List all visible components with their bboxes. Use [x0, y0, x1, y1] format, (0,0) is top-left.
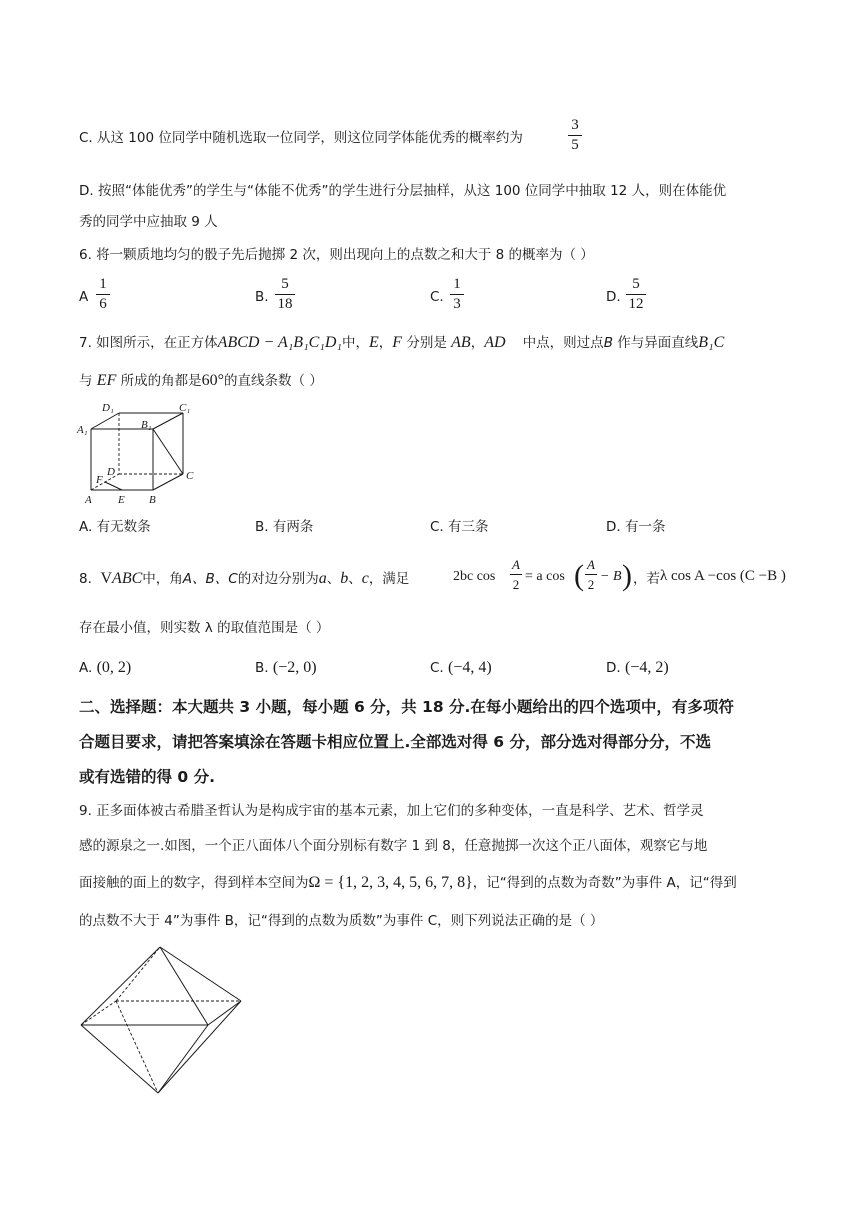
octahedron-edge: [160, 947, 241, 1001]
q8-side-c: c: [361, 570, 369, 587]
label-a1: A₁: [77, 424, 88, 436]
fraction-numerator: 5: [632, 276, 640, 292]
octahedron-edge: [208, 1001, 241, 1025]
q8-side-b: b: [340, 570, 349, 587]
octahedron-edge: [160, 947, 208, 1025]
q8-side-a: a: [318, 570, 327, 587]
q8-stem-text: 中，角: [142, 571, 183, 587]
q8-option-a: [79, 658, 131, 678]
q8-expression: λ cos A −cos (C −B ): [660, 568, 786, 584]
q7-cube-name: ABCD − A₁B₁C₁D₁: [217, 334, 342, 351]
q6-option-b-label: B.: [255, 289, 269, 305]
q8-eq-paren-right: ): [622, 559, 632, 592]
fraction-numerator: A: [587, 557, 595, 572]
q7-stem-line2: [79, 371, 323, 391]
q9-sample-space: Ω = {1, 2, 3, 4, 5, 6, 7, 8}: [308, 874, 473, 891]
label-c: C: [186, 470, 194, 482]
edge-a1d1: [91, 413, 119, 429]
fraction-bar: [275, 294, 295, 295]
q8-option-c: [430, 658, 492, 678]
q7-segment-ad: AD: [484, 334, 506, 351]
label-b1: B₁: [141, 419, 152, 431]
q7-stem-text: 所成的角都是: [120, 373, 202, 389]
q7-punct: ，: [470, 335, 485, 351]
edge-bc: [153, 474, 183, 490]
edge-b1c1: [153, 413, 183, 429]
q9-stem-line2: 感的源泉之一.如图，一个正八面体八个面分别标有数字 1 到 8，任意抛掷一次这个正八面体，观察它与地: [79, 838, 708, 854]
q7-point-b: B: [603, 335, 613, 351]
section2-heading-line2: 合题目要求，请把答案填涂在答题卡相应位置上.全部选对得 6 分，部分选对得部分分，不选: [79, 733, 711, 751]
option-value: (−4, 2): [624, 659, 669, 676]
fraction-denominator: 6: [99, 296, 107, 312]
q6-option-c-label: C.: [430, 289, 444, 305]
option-value: (−2, 0): [272, 659, 317, 676]
label-e: E: [118, 494, 125, 506]
q8-stem-text: ，满足: [368, 571, 410, 587]
q9-stem-line3: [79, 873, 737, 893]
q7-stem-text: 与: [79, 373, 93, 389]
q7-line-b1c: B₁C: [698, 334, 725, 351]
fraction-bar: [96, 294, 110, 295]
q6-option-a-fraction: [96, 276, 110, 313]
fraction-bar: [450, 294, 464, 295]
q7-option-c: C. 有三条: [430, 519, 489, 535]
q7-stem-line1: [79, 333, 724, 353]
fraction-denominator: 12: [628, 296, 644, 312]
q7-point-e: E: [368, 334, 379, 351]
q6-stem: 6. 将一颗质地均匀的骰子先后抛掷 2 次，则出现向上的点数之和大于 8 的概率为（ ）: [79, 247, 594, 263]
q9-octahedron-figure: [76, 945, 246, 1097]
segment-ef: [105, 482, 122, 490]
q8-eq-mid: = a cos: [525, 569, 565, 584]
q8-option-d: [606, 658, 669, 678]
q6-option-b-fraction: [275, 276, 295, 313]
label-d1: D₁: [102, 402, 114, 414]
label-a: A: [85, 494, 92, 506]
octahedron-edge: [158, 1001, 241, 1093]
q7-option-b: B. 有两条: [255, 519, 314, 535]
fraction-bar: [626, 294, 646, 295]
q7-stem-text: 中，: [341, 335, 369, 351]
q7-stem-text: 的直线条数（ ）: [224, 373, 323, 389]
fraction-numerator: A: [512, 557, 520, 572]
q8-number: 8.: [79, 571, 92, 587]
octahedron-edge: [81, 947, 160, 1025]
q6-option-c-fraction: [450, 276, 464, 313]
label-c1: C₁: [179, 402, 191, 414]
q7-stem-text: 作与异面直线: [617, 335, 699, 351]
section2-heading-line1: 二、选择题：本大题共 3 小题，每小题 6 分，共 18 分.在每小题给出的四个选项中，有多项符: [79, 698, 734, 716]
q8-eq-paren-frac: [585, 556, 597, 593]
fraction-numerator: 5: [281, 276, 289, 292]
q6-option-d-fraction: [626, 276, 646, 313]
q8-eq-left: 2bc cos: [453, 569, 496, 584]
q8-option-b: [255, 658, 317, 678]
octahedron-edge: [81, 1025, 158, 1093]
segment-b1c: [153, 429, 183, 474]
q5-option-d-line1: D. 按照“体能优秀”的学生与“体能不优秀”的学生进行分层抽样，从这 100 位同学中抽取 12 人，则在体能优: [79, 183, 727, 199]
fraction-numerator: 1: [453, 276, 461, 292]
q7-cube-figure: [76, 400, 196, 508]
q5-option-d-line2: 秀的同学中应抽取 9 人: [79, 214, 218, 230]
fraction-numerator: 3: [571, 117, 579, 133]
q8-stem-line1: [79, 569, 409, 589]
q8-angles: A、B、C: [182, 571, 238, 587]
q8-punct: 、: [326, 571, 341, 587]
q7-segment-ef: EF: [96, 372, 117, 389]
option-value: (−4, 4): [448, 659, 492, 676]
fraction-denominator: 3: [453, 296, 461, 312]
q8-triangle-symbol: V: [100, 570, 113, 587]
q5-option-c-fraction: [568, 117, 582, 154]
q5-option-c-text: C. 从这 100 位同学中随机选取一位同学，则这位同学体能优秀的概率约为: [79, 130, 523, 146]
fraction-bar: [510, 574, 522, 575]
option-label: B.: [255, 660, 269, 676]
q8-stem-text-if: ，若: [633, 571, 660, 587]
octahedron-edge: [158, 1025, 208, 1093]
option-label: D.: [606, 660, 621, 676]
q8-stem-line2: 存在最小值，则实数 λ 的取值范围是（ ）: [79, 620, 330, 636]
q8-punct: 、: [348, 571, 362, 587]
fraction-denominator: 5: [571, 137, 579, 153]
q9-stem-text: ，记“得到的点数为奇数”为事件 A，记“得到: [472, 875, 737, 891]
label-f: F: [96, 474, 103, 486]
q7-angle: 60°: [201, 372, 225, 389]
q7-segment-ab: AB: [451, 334, 471, 351]
fraction-numerator: 1: [99, 276, 107, 292]
fraction-bar: [585, 574, 597, 575]
octahedron-hidden-edge: [116, 1001, 158, 1093]
fraction-denominator: 2: [587, 577, 595, 592]
q7-point-f: F: [392, 334, 403, 351]
q8-stem-text: 的对边分别为: [237, 571, 319, 587]
octahedron-hidden-edge: [81, 1001, 116, 1025]
q9-stem-text: 面接触的面上的数字，得到样本空间为: [79, 875, 309, 891]
q6-option-a-label: A: [79, 289, 89, 305]
q8-eq-frac: [510, 556, 522, 593]
label-d: D: [107, 466, 115, 478]
option-value: (0, 2): [96, 659, 132, 676]
label-b: B: [149, 494, 156, 506]
q7-stem-text: 7. 如图所示，在正方体: [79, 335, 218, 351]
q9-stem-line1: 9. 正多面体被古希腊圣哲认为是构成宇宙的基本元素，加上它们的多种变体，一直是科学、艺术、哲学灵: [79, 803, 704, 819]
q7-punct: ，: [378, 335, 393, 351]
option-label: C.: [430, 660, 444, 676]
q7-option-a: A. 有无数条: [79, 519, 151, 535]
q9-stem-line4: 的点数不大于 4”为事件 B，记“得到的点数为质数”为事件 C，则下列说法正确的是（ ）: [79, 913, 604, 929]
section2-heading-line3: 或有选错的得 0 分.: [79, 768, 215, 786]
q7-option-d: D. 有一条: [606, 519, 666, 535]
q6-option-d-label: D.: [606, 289, 621, 305]
q8-triangle-name: ABC: [112, 570, 143, 587]
fraction-bar: [568, 135, 582, 136]
fraction-denominator: 2: [512, 577, 520, 592]
q8-eq-paren-left: (: [574, 559, 584, 592]
q8-eq-paren-rest: − B: [600, 569, 622, 584]
q7-stem-text: 分别是: [406, 335, 447, 351]
octahedron-hidden-edge: [116, 947, 160, 1001]
q7-stem-text: 中点，则过点: [522, 335, 604, 351]
fraction-denominator: 18: [277, 296, 293, 312]
option-label: A.: [79, 660, 93, 676]
